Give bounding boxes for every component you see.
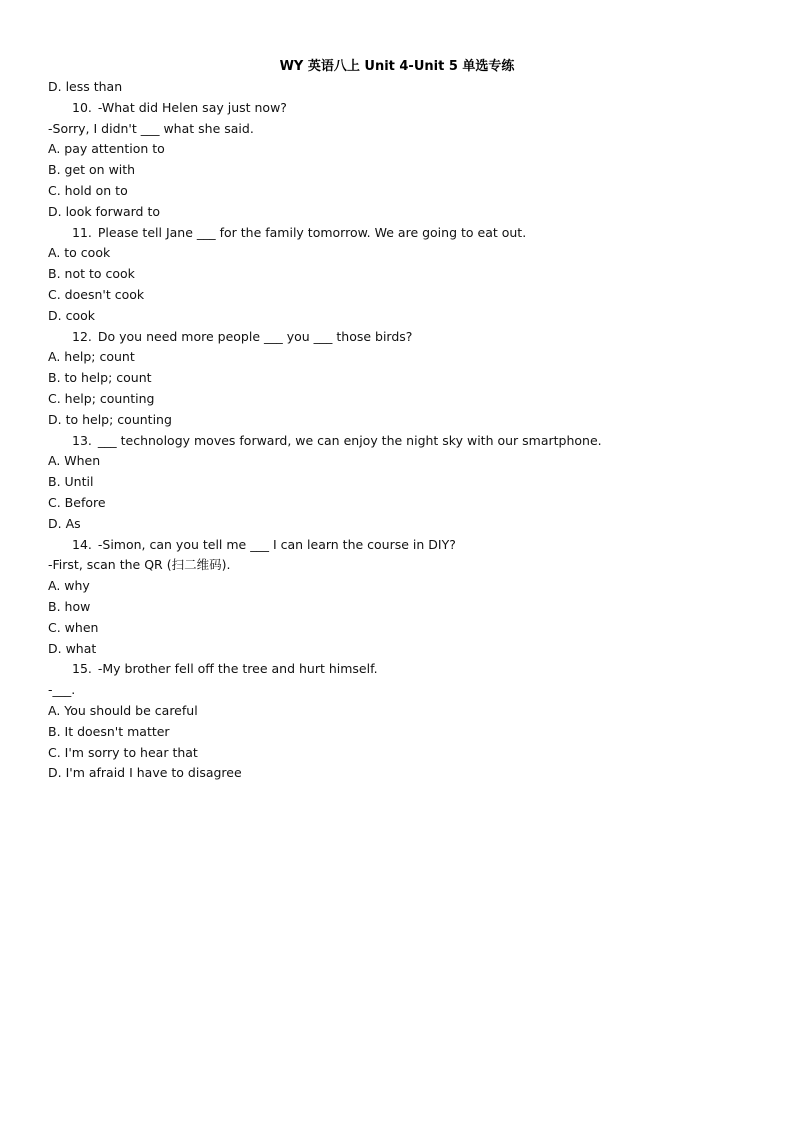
answer-option: A. You should be careful <box>48 702 198 718</box>
question-text: -What did Helen say just now? <box>97 99 287 115</box>
answer-option: B. It doesn't matter <box>48 723 170 739</box>
dialogue-line: -Sorry, I didn't ___ what she said. <box>48 120 254 136</box>
answer-option: C. I'm sorry to hear that <box>48 744 198 760</box>
dialogue-line: -First, scan the QR (扫二维码). <box>48 557 231 573</box>
answer-option: A. to cook <box>48 245 111 261</box>
answer-option: D. As <box>48 515 81 531</box>
page-title: WY 英语八上 Unit 4-Unit 5 单选专练 <box>279 59 515 74</box>
answer-option: A. why <box>48 578 90 594</box>
question-stem <box>48 431 768 452</box>
question-stem <box>48 535 768 556</box>
question-text: ___ technology moves forward, we can enjoy the night sky with our smartphone. <box>97 432 602 448</box>
answer-option: A. pay attention to <box>48 141 165 157</box>
answer-option: D. cook <box>48 307 95 323</box>
question-text: -My brother fell off the tree and hurt himself. <box>97 661 378 677</box>
dialogue-line: D. less than <box>48 79 123 94</box>
answer-option: C. Before <box>48 494 106 510</box>
question-stem <box>48 659 768 680</box>
question-number: 13. <box>72 432 92 448</box>
answer-option: D. what <box>48 640 97 656</box>
answer-option: C. when <box>48 619 99 635</box>
question-text: Do you need more people ___ you ___ those birds? <box>97 328 413 344</box>
answer-option: B. get on with <box>48 162 136 178</box>
question-stem <box>48 327 768 348</box>
answer-option: B. Until <box>48 474 94 490</box>
dialogue-line: -___. <box>48 682 76 698</box>
question-text: -Simon, can you tell me ___ I can learn the course in DIY? <box>97 536 456 552</box>
question-text: Please tell Jane ___ for the family tomorrow. We are going to eat out. <box>97 224 527 240</box>
question-stem <box>48 98 768 119</box>
question-number: 12. <box>72 328 92 344</box>
answer-option: D. look forward to <box>48 203 160 219</box>
answer-option: C. hold on to <box>48 182 128 198</box>
question-number: 11. <box>72 224 92 240</box>
question-list <box>48 77 768 784</box>
answer-option: D. to help; counting <box>48 411 172 427</box>
question-stem <box>48 223 768 244</box>
answer-option: C. doesn't cook <box>48 286 145 302</box>
question-number: 15. <box>72 661 92 677</box>
question-number: 10. <box>72 99 92 115</box>
question-number: 14. <box>72 536 92 552</box>
answer-option: B. how <box>48 598 91 614</box>
answer-option: A. When <box>48 453 101 469</box>
answer-option: A. help; count <box>48 349 135 365</box>
answer-option: B. to help; count <box>48 370 152 386</box>
answer-option: B. not to cook <box>48 266 135 282</box>
answer-option: C. help; counting <box>48 390 155 406</box>
answer-option: D. I'm afraid I have to disagree <box>48 765 242 781</box>
